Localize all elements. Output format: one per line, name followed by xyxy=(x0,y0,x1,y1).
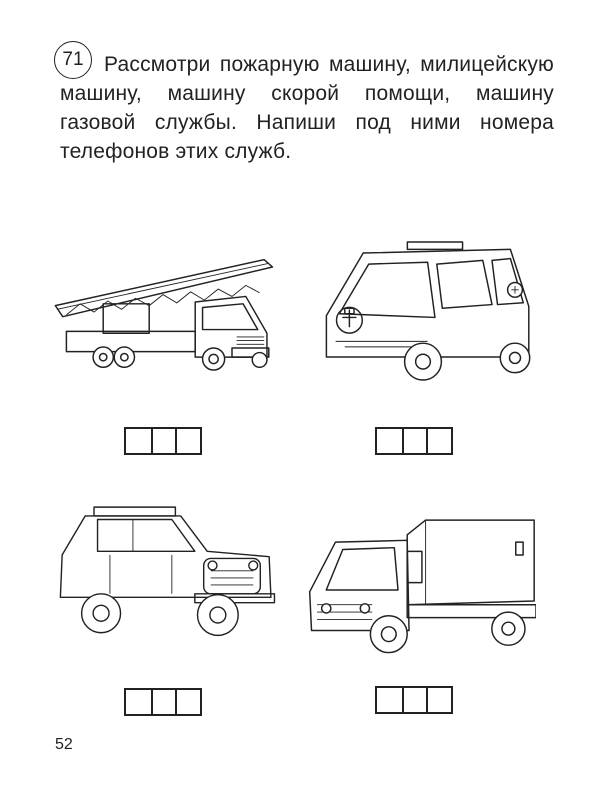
answer-digit-box[interactable] xyxy=(151,690,176,714)
answer-digit-box[interactable] xyxy=(126,429,151,453)
gas-service-truck-answer-boxes[interactable] xyxy=(375,686,453,714)
answer-digit-box[interactable] xyxy=(151,429,176,453)
exercise-number: 71 xyxy=(54,41,92,79)
fire-truck-answer-boxes[interactable] xyxy=(124,427,202,455)
exercise-text: Рассмотри пожарную машину, милицейскую машину, машину скорой помощи, машину газовой службы. Напиши под ними номера телефонов этих служб. xyxy=(60,53,554,163)
fire-truck-illustration xyxy=(48,228,278,398)
answer-digit-box[interactable] xyxy=(377,429,402,453)
answer-digit-box[interactable] xyxy=(402,688,427,712)
police-car-answer-boxes[interactable] xyxy=(124,688,202,716)
answer-digit-box[interactable] xyxy=(377,688,402,712)
answer-digit-box[interactable] xyxy=(402,429,427,453)
page-number: 52 xyxy=(55,736,73,753)
answer-digit-box[interactable] xyxy=(175,429,200,453)
ambulance-answer-boxes[interactable] xyxy=(375,427,453,455)
ambulance-illustration xyxy=(308,226,538,396)
gas-service-truck-illustration xyxy=(306,505,536,675)
police-car-illustration xyxy=(48,492,278,662)
answer-digit-box[interactable] xyxy=(426,688,451,712)
answer-digit-box[interactable] xyxy=(426,429,451,453)
answer-digit-box[interactable] xyxy=(126,690,151,714)
answer-digit-box[interactable] xyxy=(175,690,200,714)
